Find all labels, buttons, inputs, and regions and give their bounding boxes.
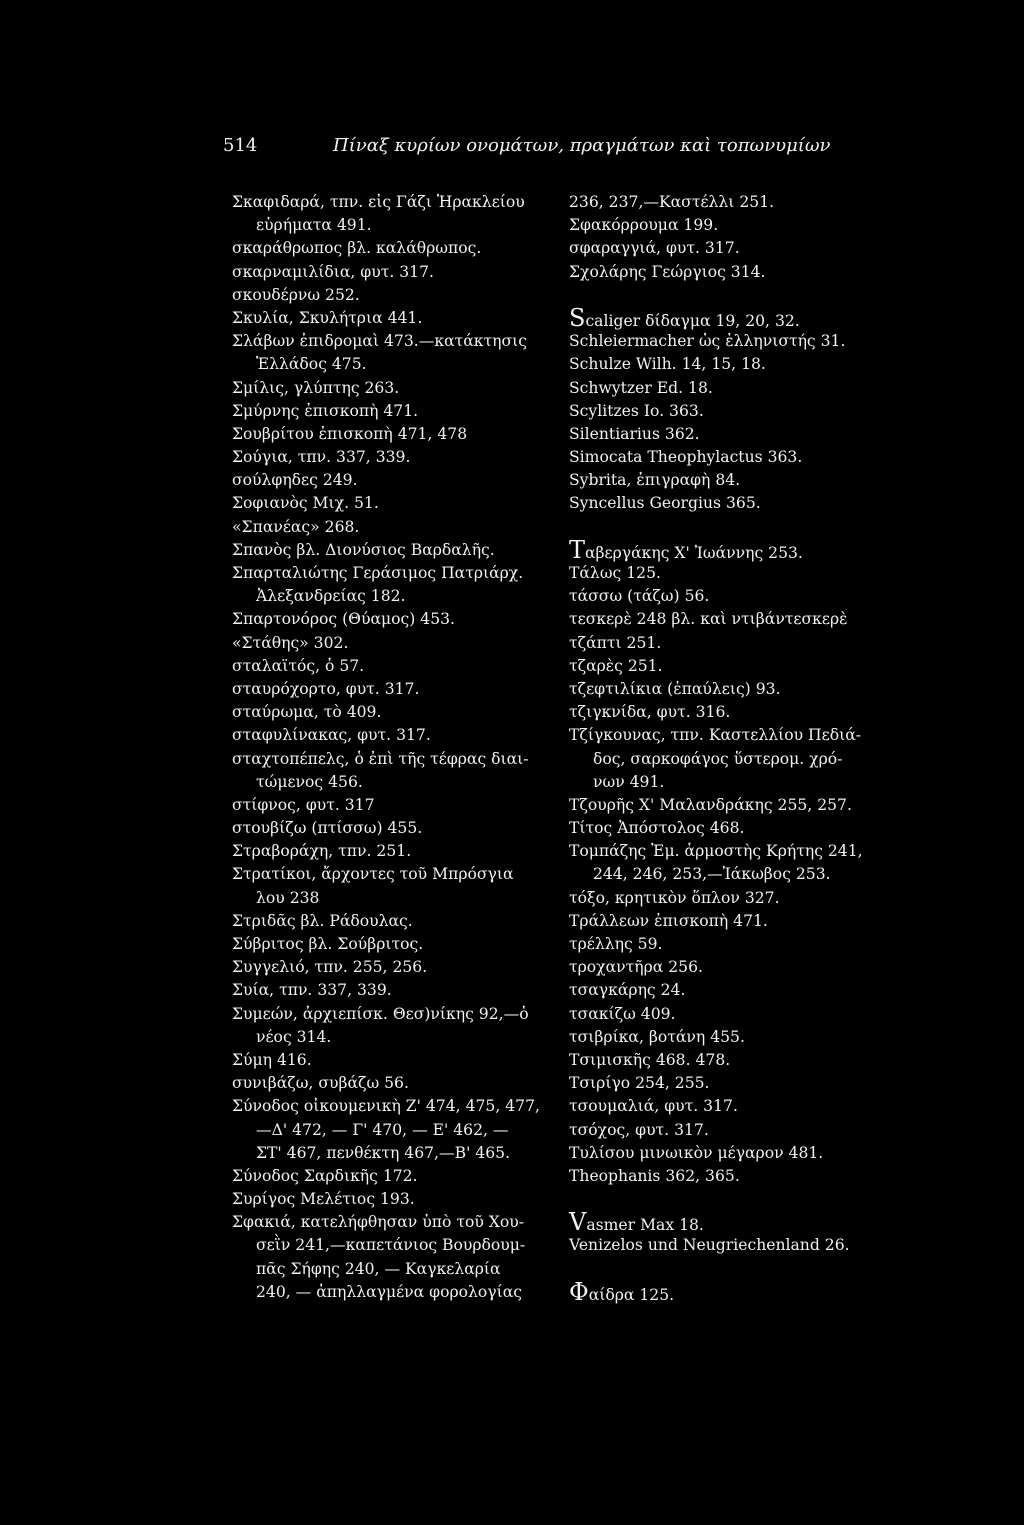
index-entry-continuation: Ἀλεξανδρείας 182. [256, 587, 406, 606]
index-entry-continuation: σεῒν 241,—καπετάνιος Βουρδουμ- [256, 1236, 526, 1255]
header-title: Πίναξ κυρίων ονομάτων, πραγμάτων καὶ τοπωνυμίων [333, 135, 831, 156]
index-entry: Sybrita, ἐπιγραφὴ 84. [569, 471, 741, 490]
index-entry: Τζουρῆς Χ' Μαλανδράκης 255, 257. [569, 795, 852, 814]
index-entry: Σκυλία, Σκυλήτρια 441. [232, 308, 423, 327]
index-entry: σκαράθρωπος βλ. καλάθρωπος. [232, 239, 482, 258]
index-entry: Venizelos und Neugriechenland 26. [569, 1236, 850, 1255]
index-entry: Σύνοδος οἰκουμενικὴ Ζ' 474, 475, 477, [232, 1097, 540, 1116]
index-entry: συνιβάζω, συβάζω 56. [232, 1074, 409, 1093]
index-entry-continuation: εὑρήματα 491. [256, 216, 372, 235]
index-entry: Σύβριτος βλ. Σούβριτος. [232, 935, 424, 953]
index-entry-continuation: τώμενος 456. [256, 772, 363, 791]
index-entry: Σλάβων ἐπιδρομαὶ 473.—κατάκτησις [232, 332, 527, 351]
index-entry: Στραβοράχη, τπν. 251. [232, 842, 412, 861]
index-entry: «Σπανέας» 268. [232, 517, 360, 536]
index-entry: Τσιμισκῆς 468. 478. [569, 1050, 731, 1069]
index-entry: σφαραγγιά, φυτ. 317. [569, 239, 740, 258]
index-entry: στίφνος, φυτ. 317 [232, 795, 375, 814]
index-entry: τσιβρίκα, βοτάνη 455. [569, 1027, 745, 1046]
index-entry-continuation: Ἑλλάδος 475. [256, 355, 367, 374]
index-entry: Schleiermacher ὡς ἑλληνιστής 31. [569, 332, 846, 351]
index-entry: Σκαφιδαρά, τπν. εἰς Γάζι Ἡρακλείου [232, 193, 525, 211]
index-entry: τζεφτιλίκια (ἐπαύλεις) 93. [569, 679, 781, 698]
index-entry: σούλφηδες 249. [232, 471, 358, 490]
index-entry: σταύρωμα, τὸ 409. [232, 703, 382, 722]
index-entry: Στρατίκοι, ἄρχοντες τοῦ Μπρόσγια [232, 865, 514, 884]
index-entry: 236, 237,—Καστέλλι 251. [569, 193, 775, 211]
index-entry: τάσσω (τάζω) 56. [569, 587, 710, 606]
index-entry: σταφυλίνακας, φυτ. 317. [232, 726, 431, 745]
index-entry: Ταβεργάκης Χ' Ἰωάννης 253. [569, 535, 803, 564]
index-entry: Σφακόρρουμα 199. [569, 216, 719, 235]
index-entry: τζάπτι 251. [569, 633, 662, 652]
index-entry: σκαρναμιλίδια, φυτ. 317. [232, 262, 434, 281]
index-entry [569, 516, 909, 539]
index-entry: τζιγκνίδα, φυτ. 316. [569, 703, 731, 722]
index-entry: τσουμαλιά, φυτ. 317. [569, 1097, 738, 1116]
index-entry [569, 1258, 909, 1281]
index-entry: Vasmer Max 18. [569, 1208, 704, 1237]
index-entry-continuation: νέος 314. [256, 1027, 332, 1046]
left-column [232, 191, 577, 1304]
index-entry: Τομπάζης Ἐμ. ἁρμοστὴς Κρήτης 241, [569, 842, 863, 861]
index-entry: Σμύρνης ἐπισκοπὴ 471. [232, 401, 419, 420]
index-entry: Συρίγος Μελέτιος 193. [232, 1190, 415, 1209]
index-entry: Σουβρίτου ἐπισκοπὴ 471, 478 [232, 424, 468, 443]
index-entry: σκουδέρνω 252. [232, 285, 360, 304]
index-entry: Σμίλις, γλύπτης 263. [232, 378, 400, 397]
index-entry: Σπαρτονόρος (Θύαμος) 453. [232, 610, 455, 629]
index-entry: Τράλλεων ἐπισκοπὴ 471. [569, 911, 768, 930]
index-entry: τρέλλης 59. [569, 935, 663, 953]
index-entry: τροχαντῆρα 256. [569, 958, 703, 977]
index-entry: τσόχος, φυτ. 317. [569, 1120, 709, 1139]
index-entry: σταλαϊτός, ὁ 57. [232, 656, 365, 675]
index-entry: Scaliger δίδαγμα 19, 20, 32. [569, 303, 800, 332]
index-entry: Σούγια, τπν. 337, 339. [232, 448, 411, 467]
index-entry: τσακίζω 409. [569, 1004, 676, 1023]
index-entry [569, 284, 909, 307]
index-entry: τζαρὲς 251. [569, 656, 663, 675]
index-entry: Τυλίσου μινωικὸν μέγαρον 481. [569, 1143, 824, 1162]
index-entry: Συία, τπν. 337, 339. [232, 981, 392, 1000]
index-entry: Σχολάρης Γεώργιος 314. [569, 262, 766, 281]
index-entry: σταχτοπέπελς, ὁ ἐπὶ τῆς τέφρας διαι- [232, 749, 529, 768]
index-entry-continuation: λου 238 [256, 888, 320, 907]
index-entry: Συγγελιό, τπν. 255, 256. [232, 958, 428, 977]
index-entry: Theophanis 362, 365. [569, 1166, 740, 1185]
index-entry: τόξο, κρητικὸν ὅπλον 327. [569, 888, 780, 907]
index-entry: Τζίγκουνας, τπν. Καστελλίου Πεδιά- [569, 726, 862, 745]
index-entry: Σοφιανὸς Μιχ. 51. [232, 494, 379, 513]
index-entry: Σύμη 416. [232, 1050, 312, 1069]
index-entry: Schulze Wilh. 14, 15, 18. [569, 355, 766, 374]
index-entry: Syncellus Georgius 365. [569, 494, 761, 513]
index-entry-continuation: πᾶς Σήφης 240, — Καγκελαρία [256, 1259, 501, 1278]
index-entry: Σπαρταλιώτης Γεράσιμος Πατριάρχ. [232, 564, 524, 582]
index-entry: τσαγκάρης 24. [569, 981, 686, 1000]
index-entry-continuation: 244, 246, 253,—Ἰάκωβος 253. [593, 865, 831, 884]
index-entry: Σπανὸς βλ. Διονύσιος Βαρδαλῆς. [232, 540, 495, 559]
right-column [569, 191, 909, 1304]
index-entry: Τάλως 125. [569, 564, 661, 582]
page-number: 514 [223, 135, 258, 156]
index-entry: Σύνοδος Σαρδικῆς 172. [232, 1166, 418, 1185]
index-entry: Τίτος Ἀπόστολος 468. [569, 819, 745, 838]
index-entry: Silentiarius 362. [569, 424, 700, 443]
index-entry: Simocata Theophylactus 363. [569, 448, 803, 467]
index-entry: Scylitzes Io. 363. [569, 401, 704, 420]
index-entry: Σφακιά, κατελήφθησαν ὑπὸ τοῦ Χου- [232, 1213, 525, 1232]
index-entry: τεσκερὲ 248 βλ. καὶ ντιβάντεσκερὲ [569, 610, 848, 629]
index-entry: «Στάθης» 302. [232, 633, 349, 652]
index-entry-continuation: νων 491. [593, 772, 665, 791]
index-entry: Στριδᾶς βλ. Ράδουλας. [232, 911, 413, 930]
running-header [223, 135, 983, 161]
index-entry-continuation: —Δ' 472, — Γ' 470, — Ε' 462, — [256, 1120, 509, 1139]
index-entry [569, 1188, 909, 1211]
index-entry: Συμεών, ἀρχιεπίσκ. Θεσ)νίκης 92,—ὁ [232, 1004, 529, 1023]
index-entry: Τσιρίγο 254, 255. [569, 1074, 710, 1093]
index-entry: στουβίζω (πτίσσω) 455. [232, 819, 423, 838]
index-entry: σταυρόχορτο, φυτ. 317. [232, 679, 420, 698]
index-entry-continuation: 240, — ἀπηλλαγμένα φορολογίας [256, 1282, 522, 1301]
index-entry: Φαίδρα 125. [569, 1277, 675, 1306]
index-entry: Schwytzer Ed. 18. [569, 378, 713, 397]
index-entry-continuation: ΣΤ' 467, πενθέκτη 467,—Β' 465. [256, 1143, 511, 1162]
index-entry-continuation: δος, σαρκοφάγος ὕστερομ. χρό- [593, 749, 843, 768]
